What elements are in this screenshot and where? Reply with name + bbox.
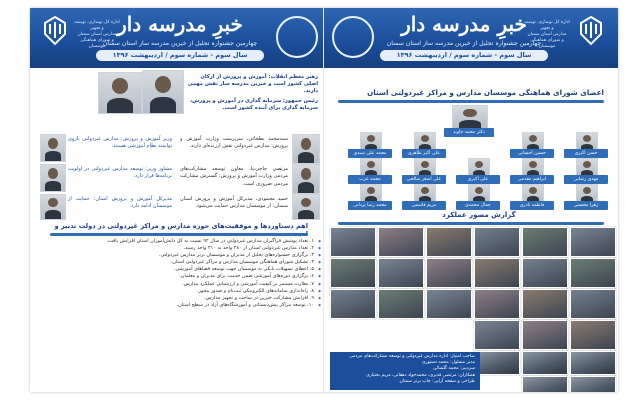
- report-photo: [426, 258, 472, 288]
- member-name: علی اصغر صالحی: [402, 175, 446, 184]
- member-name: مهدی رضایی: [564, 175, 608, 184]
- report-photo: [330, 289, 376, 319]
- member-name: محمد عرب: [348, 175, 392, 184]
- list-item: ◆ ۶. برگزاری دوره‌های آموزشی ضمن خدمت برای مدیران و معلمان.: [38, 273, 314, 280]
- official-portrait: [292, 164, 320, 194]
- report-title: گزارش مصور عملکرد: [442, 211, 516, 219]
- member-name: جمال محمدی: [456, 201, 500, 210]
- official-portrait: [40, 194, 66, 220]
- section-divider: [50, 233, 308, 236]
- org-label: اداره کل نوسازی، توسعه و تجهیز مدارس استان سمنان و شورای هماهنگی موسسان: [524, 20, 570, 49]
- official-portrait: [40, 164, 66, 192]
- official-caption: وزیر آموزش و پرورش: مدارس غیردولتی بازوی توانمند نظام آموزشی هستند.: [68, 136, 172, 150]
- credit-line: طراحی و صفحه آرایی: چاپ برتر سمنان: [399, 378, 475, 384]
- side-quote: حمید محمودی، مدیرکل آموزش و پرورش استان سمنان: از موسسان مدارس حمایت می‌شود.: [180, 196, 288, 210]
- achievements-title: اهم دستاوردها و موفقیت‌های حوزه مدارس و مراکز غیردولتی در دولت تدبیر و: [54, 222, 308, 230]
- list-item: ◆ ۳. برگزاری جشنواره‌های تجلیل از مدیران و موسسان برتر مدارس غیردولتی.: [38, 252, 314, 259]
- report-photo: [570, 376, 616, 392]
- member-name: علی اکبری: [456, 175, 500, 184]
- report-photo: [474, 227, 520, 257]
- council-title: اعضای شورای هماهنگی موسسان مدارس و مراکز غیردولتی استان: [367, 88, 604, 97]
- report-photo: [378, 289, 424, 319]
- report-photo: [474, 289, 520, 319]
- masthead-issue: سال سوم - شماره سوم / اردیبهشت ۱۳۹۶: [380, 50, 548, 61]
- list-item: ◆ ۸. راه‌اندازی سامانه‌های الکترونیکی ثبت‌نام و صدور مجوز.: [38, 288, 314, 295]
- ministry-emblem-icon: [38, 14, 72, 48]
- member-name: زهرا محسنی: [564, 201, 608, 210]
- ministry-emblem-icon: [574, 14, 608, 48]
- masthead-title: خبرِ مدرسه دار: [401, 12, 527, 36]
- list-item: ◆ ۱. تعداد پوشش فراگیران مدارس غیردولتی در سال ۹۲ نسبت به کل دانش‌آموزان استان افزایش یافت.: [38, 238, 314, 245]
- member-name: حسین احسانی: [510, 149, 554, 158]
- section-divider: [338, 100, 604, 103]
- left-page: [30, 8, 324, 392]
- member-name: محمد رضا یزدانی: [348, 201, 392, 210]
- report-photo: [522, 289, 568, 319]
- official-portrait: [292, 194, 320, 220]
- member-name: حسن اکبری: [564, 149, 608, 158]
- leader-portrait: [142, 70, 184, 114]
- report-photo: [330, 227, 376, 257]
- report-photo: [426, 289, 472, 319]
- official-portrait: [292, 134, 320, 164]
- list-item: ◆ ۵. اعطای تسهیلات بانکی به موسسان جهت توسعه فضاهای آموزشی.: [38, 266, 314, 273]
- masthead-subtitle: چهارمین جشنواره تجلیل از خیرین مدرسه ساز استان سمنان: [102, 40, 258, 47]
- member-name: فاطمه نادری: [510, 201, 554, 210]
- member-portrait: [452, 105, 488, 129]
- member-name: علی اکبر طاهری: [402, 149, 446, 158]
- report-photo: [522, 351, 568, 375]
- newsletter-spread: [30, 8, 618, 392]
- report-photo: [522, 258, 568, 288]
- report-photo: [522, 320, 568, 350]
- calligraphy-logo-icon: [276, 16, 318, 58]
- side-quote: مرتضی حاجی‌نیا، معاون توسعه مشارکت‌های مردمی وزارت آموزش و پرورش: گسترش مشارکت مردمی ضروری است.: [180, 166, 288, 187]
- member-name: ابراهیم مقدمی: [510, 175, 554, 184]
- report-photo: [378, 227, 424, 257]
- report-photo: [474, 258, 520, 288]
- report-photo: [570, 320, 616, 350]
- list-item: ◆ ۲. تعداد مدارس غیردولتی استان از ۲۸۰ واحد به ۳۱۰ واحد رسید.: [38, 245, 314, 252]
- list-item: ◆ ۹. افزایش مشارکت خیرین در ساخت و تجهیز مدارس.: [38, 295, 314, 302]
- list-item: ◆ ۱۰. توسعه مراکز پیش‌دبستانی و آموزشگاه‌های آزاد در سطح استان.: [38, 302, 314, 309]
- member-name: دکتر محمد جاوید: [444, 128, 494, 137]
- section-divider: [338, 222, 604, 225]
- quote-president: رئیس جمهور: سرمایه گذاری در آموزش و پرورش، سرمایه گذاری برای آینده کشور است.: [190, 98, 318, 111]
- masthead-right: [324, 8, 618, 68]
- official-caption: مشاور وزیر: توسعه مدارس غیردولتی در اولویت برنامه‌ها قرار دارد.: [68, 166, 172, 180]
- credit-line: صاحب امتیاز: اداره مدارس غیردولتی و توسعه مشارکت‌های مردمی: [349, 354, 475, 359]
- member-name: محمد علی سیدی: [348, 149, 392, 158]
- report-photo: [474, 320, 520, 350]
- quote-leader: رهبر معظم انقلاب: آموزش و پرورش از ارکان اصلی کشور است و خیرین مدرسه ساز نقش مهمی دارند.: [187, 74, 318, 94]
- report-photo: [330, 258, 376, 288]
- list-item: ◆ ۴. تشکیل شورای هماهنگی موسسان مدارس و مراکز غیردولتی استان.: [38, 259, 314, 266]
- masthead-issue: سال سوم - شماره سوم / اردیبهشت ۱۳۹۶: [96, 50, 264, 61]
- report-photo: [426, 227, 472, 257]
- official-caption: مدیرکل آموزش و پرورش استان: حمایت از موسسان ادامه دارد.: [68, 196, 172, 210]
- member-name: مریم قاسمی: [402, 201, 446, 210]
- report-photo: [378, 258, 424, 288]
- org-label: اداره کل نوسازی، توسعه و تجهیز مدارس استان سمنان و شورای هماهنگی موسسان: [74, 20, 120, 49]
- list-item: ◆ ۷. نظارت مستمر بر کیفیت آموزشی و ارزشیابی عملکرد مدارس.: [38, 281, 314, 288]
- report-photo: [570, 227, 616, 257]
- credit-line: سردبیر: محمد گلشائی: [432, 366, 475, 372]
- masthead-title: خبرِ مدرسه دار: [117, 12, 243, 36]
- report-photo: [570, 351, 616, 375]
- masthead-left: [30, 8, 324, 68]
- credit-line: مدیر مسئول: محمد دستوری: [421, 360, 475, 366]
- official-portrait: [40, 134, 66, 162]
- report-photo: [522, 376, 568, 392]
- credit-line: همکاران: مرتضی قدیری، محمدجواد دهقانی، مریم بختیاری: [366, 372, 475, 378]
- report-photo: [522, 227, 568, 257]
- masthead-subtitle: چهارمین جشنواره تجلیل از خیرین مدرسه ساز استان سمنان: [386, 40, 542, 47]
- president-portrait: [98, 72, 142, 114]
- report-photo: [570, 289, 616, 319]
- credits-box: [330, 352, 480, 390]
- report-photo: [474, 351, 520, 375]
- achievements-list: [38, 238, 322, 309]
- report-photo: [570, 258, 616, 288]
- calligraphy-logo-icon: [332, 16, 374, 58]
- side-quote: سیدمحمد بطحائی، سرپرست وزارت آموزش و پرورش: مدارس غیردولتی نقش ارزنده‌ای دارند.: [180, 136, 288, 150]
- right-page: [324, 8, 618, 392]
